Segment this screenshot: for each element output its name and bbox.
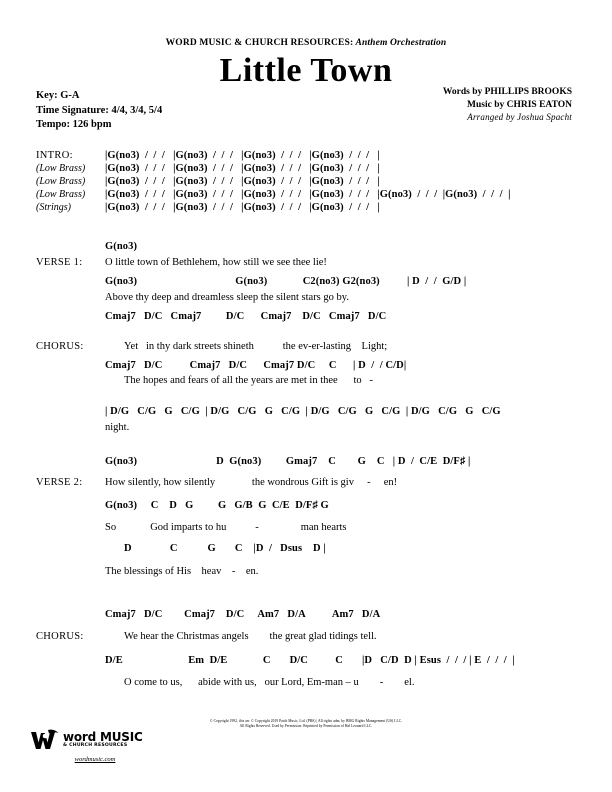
chorus1-lyric-line-1: Yet in thy dark streets shineth the ev-er-lasting Light; bbox=[124, 341, 388, 352]
credits-block bbox=[443, 86, 572, 124]
wordmusic-url[interactable]: wordmusic.com bbox=[74, 756, 116, 763]
verse2-lyric-line-3: The blessings of His heav - en. bbox=[105, 566, 259, 577]
publisher-header bbox=[0, 38, 612, 48]
intro-instrument-2: (Low Brass) bbox=[36, 163, 86, 174]
chorus2-lyric-line-2: O come to us, abide with us, our Lord, Em-man – u - el. bbox=[124, 677, 415, 688]
music-by: Music by CHRIS EATON bbox=[467, 99, 572, 110]
chorus1-chord-line-1: Cmaj7 D/C Cmaj7 D/C Cmaj7 D/C C | D / / C/D| bbox=[105, 360, 407, 371]
copyright-line-2: All Rights Reserved. Used by Permission. Reprinted by Permission of Hal Leonard LLC. bbox=[239, 724, 373, 729]
word-music-w-icon bbox=[30, 729, 60, 751]
verse2-lyric-line-2: So God imparts to hu - man hearts bbox=[105, 522, 347, 533]
chorus1-lyric-line-2: The hopes and fears of all the years are met in thee to - bbox=[124, 375, 373, 386]
chorus1-label: CHORUS: bbox=[36, 341, 84, 352]
intro-chords-row-2: |G(no3) / / / |G(no3) / / / |G(no3) / / / |G(no3) / / / | bbox=[105, 163, 380, 174]
intro-label: INTRO: bbox=[36, 150, 73, 161]
arranged-by: Arranged by Joshua Spacht bbox=[467, 112, 572, 122]
key-info-block bbox=[36, 89, 162, 133]
words-by: Words by PHILLIPS BROOKS bbox=[442, 87, 572, 97]
intro-instrument-5: (Strings) bbox=[36, 202, 71, 213]
intro-chords-row-5: |G(no3) / / / |G(no3) / / / |G(no3) / / / |G(no3) / / / | bbox=[105, 202, 380, 213]
word-music-logo bbox=[30, 728, 155, 768]
verse2-chord-line-1: G(no3) D G(no3) Gmaj7 C G C | D / C/E D/F♯ | bbox=[105, 456, 471, 467]
time-signature-label: Time Signature: 4/4, 3/4, 5/4 bbox=[36, 104, 163, 116]
key-label: Key: G-A bbox=[36, 90, 80, 101]
verse1-chord-line-2: G(no3) G(no3) C2(no3) G2(no3) | D / / G/D | bbox=[105, 276, 467, 287]
intro-chords-row-4: |G(no3) / / / |G(no3) / / / |G(no3) / / / |G(no3) / / / |G(no3) / / / |G(no3) / / / | bbox=[105, 189, 511, 200]
intro-instrument-3: (Low Brass) bbox=[36, 176, 86, 187]
tempo-label: Tempo: 126 bpm bbox=[36, 119, 112, 130]
chorus1-lyric-line-3: night. bbox=[105, 422, 130, 433]
publisher-name: WORD MUSIC & CHURCH RESOURCES: bbox=[165, 38, 354, 48]
verse2-label: VERSE 2: bbox=[36, 477, 83, 488]
verse1-lyric-line-2: Above thy deep and dreamless sleep the silent stars go by. bbox=[105, 292, 349, 303]
logo-main-text: word MUSIC bbox=[63, 729, 143, 744]
verse1-label: VERSE 1: bbox=[36, 257, 83, 268]
intro-chords-row-1: |G(no3) / / / |G(no3) / / / |G(no3) / / / |G(no3) / / / | bbox=[105, 150, 380, 161]
intro-chords-row-3: |G(no3) / / / |G(no3) / / / |G(no3) / / / |G(no3) / / / | bbox=[105, 176, 380, 187]
chorus2-lyric-line-1: We hear the Christmas angels the great glad tidings tell. bbox=[124, 631, 377, 642]
verse2-chord-line-3: D C G C |D / Dsus D | bbox=[124, 543, 326, 554]
verse1-chord-line-1: G(no3) bbox=[105, 241, 138, 252]
logo-sub-text: & CHURCH RESOURCES bbox=[63, 743, 128, 749]
chorus2-chord-line-2: D/E Em D/E C D/C C |D C/D D | Esus / / / | E / / / | bbox=[105, 655, 515, 666]
chorus2-chord-line-1: Cmaj7 D/C Cmaj7 D/C Am7 D/A Am7 D/A bbox=[105, 609, 381, 620]
verse1-lyric-line-1: O little town of Bethlehem, how still we see thee lie! bbox=[105, 257, 327, 268]
intro-instrument-4: (Low Brass) bbox=[36, 189, 86, 200]
verse1-chord-line-3: Cmaj7 D/C Cmaj7 D/C Cmaj7 D/C Cmaj7 D/C bbox=[105, 311, 387, 322]
publisher-series: Anthem Orchestration bbox=[353, 38, 447, 48]
chorus2-label: CHORUS: bbox=[36, 631, 84, 642]
copyright-line-1: © Copyright 1992, this arr. © Copyright 2019 Patch Music, Ltd. (PRS) | All rights adm. by BMG Rights Management (US) LLC. bbox=[209, 719, 403, 723]
verse2-chord-line-2: G(no3) C D G G G/B G C/E D/F♯ G bbox=[105, 500, 329, 511]
page-title: Little Town bbox=[219, 52, 393, 89]
chorus1-chord-line-2: | D/G C/G G C/G | D/G C/G G C/G | D/G C/G G C/G | D/G C/G G C/G bbox=[105, 406, 501, 417]
verse2-lyric-line-1: How silently, how silently the wondrous Gift is giv - en! bbox=[105, 477, 398, 488]
